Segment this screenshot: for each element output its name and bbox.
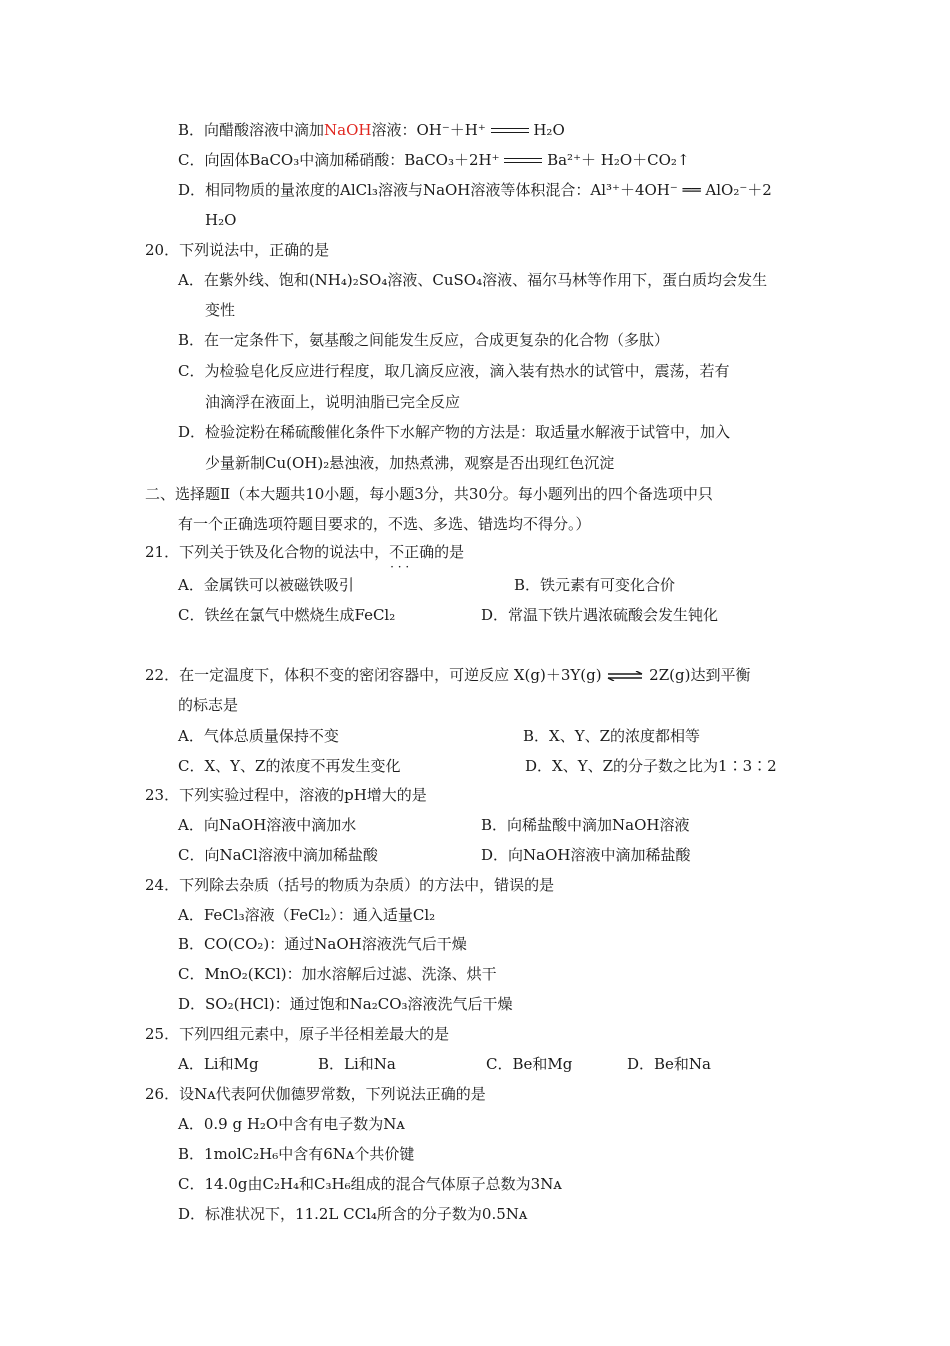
equals-arrow-icon (504, 156, 542, 166)
q19-c-end: Ba²⁺＋ H₂O＋CO₂↑ (547, 151, 690, 169)
q25-option-c: C．Be和Mg (486, 1055, 573, 1073)
q24-option-c: C．MnO₂(KCl)：加水溶解后过滤、洗涤、烘干 (178, 965, 497, 983)
q25-option-d: D．Be和Na (627, 1055, 711, 1073)
q19-option-d-line1: D．相同物质的量浓度的AlCl₃溶液与NaOH溶液等体积混合：Al³⁺＋4OH⁻ ══ AlO₂⁻＋2 (178, 181, 772, 199)
q22-option-d: D．X、Y、Z的分子数之比为1∶3∶2 (525, 757, 777, 775)
q21-option-b: B．铁元素有可变化合价 (514, 576, 676, 594)
q21-stem-post: 的是 (434, 543, 465, 561)
q24-option-b: B．CO(CO₂)：通过NaOH溶液洗气后干燥 (178, 935, 467, 953)
q22-option-b: B．X、Y、Z的浓度都相等 (523, 727, 701, 745)
q22-option-c: C．X、Y、Z的浓度不再发生变化 (178, 757, 401, 775)
q20-option-c-line1: C．为检验皂化反应进行程度，取几滴反应液，滴入装有热水的试管中，震荡，若有 (178, 362, 730, 380)
q22-stem-post: 2Z(g)达到平衡 (649, 666, 751, 684)
q26-option-d: D．标准状况下，11.2L CCl₄所含的分子数为0.5Nᴀ (178, 1205, 528, 1223)
q23-option-c: C．向NaCl溶液中滴加稀盐酸 (178, 846, 378, 864)
q26-stem: 26．设Nᴀ代表阿伏伽德罗常数，下列说法正确的是 (145, 1085, 486, 1103)
q20-option-a-line1: A．在紫外线、饱和(NH₄)₂SO₄溶液、CuSO₄溶液、福尔马林等作用下，蛋白质均会发生 (178, 271, 768, 289)
q22-stem-pre: 22．在一定温度下，体积不变的密闭容器中，可逆反应 X(g)＋3Y(g) (145, 666, 602, 684)
q19-option-d-line2: H₂O (205, 211, 237, 229)
q23-stem: 23．下列实验过程中，溶液的pH增大的是 (145, 786, 427, 804)
q19-b-naoh-red: NaOH (324, 121, 372, 139)
q21-stem-emphasis: 不正确 · · · (389, 543, 434, 561)
q20-option-b: B．在一定条件下，氨基酸之间能发生反应，合成更复杂的化合物（多肽） (178, 331, 670, 349)
q19-option-b (178, 120, 565, 140)
q24-option-d: D．SO₂(HCl)：通过饱和Na₂CO₃溶液洗气后干燥 (178, 995, 513, 1013)
q26-option-b: B．1molC₂H₆中含有6Nᴀ个共价键 (178, 1145, 415, 1163)
q25-stem: 25．下列四组元素中，原子半径相差最大的是 (145, 1025, 450, 1043)
q21-option-d: D．常温下铁片遇浓硫酸会发生钝化 (481, 606, 719, 624)
q22-stem-line2: 的标志是 (178, 696, 239, 714)
q26-option-a: A．0.9 g H₂O中含有电子数为Nᴀ (178, 1115, 405, 1133)
q19-b-pre: B．向醋酸溶液中滴加 (178, 121, 325, 139)
q20-option-a-line2: 变性 (205, 301, 236, 319)
q20-stem: 20．下列说法中，正确的是 (145, 241, 330, 259)
q19-c-pre: C．向固体BaCO₃中滴加稀硝酸：BaCO₃＋2H⁺ (178, 151, 500, 169)
q23-option-b: B．向稀盐酸中滴加NaOH溶液 (481, 816, 690, 834)
q19-b-post: 溶液：OH⁻＋H⁺ (371, 121, 486, 139)
q26-option-c: C．14.0g由C₂H₄和C₃H₆组成的混合气体原子总数为3Nᴀ (178, 1175, 562, 1193)
q21-stem (145, 542, 464, 562)
q19-option-c (178, 150, 690, 170)
section2-heading-line1: 二、选择题Ⅱ（本大题共10小题，每小题3分，共30分。每小题列出的四个备选项中只 (145, 485, 713, 503)
q21-stem-pre: 21．下列关于铁及化合物的说法中， (145, 543, 390, 561)
q23-option-a: A．向NaOH溶液中滴加水 (178, 816, 357, 834)
q22-option-a: A．气体总质量保持不变 (178, 727, 339, 745)
q25-option-b: B．Li和Na (318, 1055, 396, 1073)
section2-heading-line2: 有一个正确选项符题目要求的，不选、多选、错选均不得分。） (178, 515, 591, 533)
q22-stem (145, 665, 750, 685)
q25-option-a: A．Li和Mg (178, 1055, 259, 1073)
q20-option-d-line2: 少量新制Cu(OH)₂悬浊液，加热煮沸，观察是否出现红色沉淀 (205, 454, 615, 472)
q21-option-c: C．铁丝在氯气中燃烧生成FeCl₂ (178, 606, 396, 624)
q24-option-a: A．FeCl₃溶液（FeCl₂）：通入适量Cl₂ (178, 906, 436, 924)
q21-option-a: A．金属铁可以被磁铁吸引 (178, 576, 354, 594)
q19-b-end: H₂O (533, 121, 565, 139)
q20-option-d-line1: D．检验淀粉在稀硫酸催化条件下水解产物的方法是：取适量水解液于试管中，加入 (178, 423, 731, 441)
reversible-arrow-icon (606, 671, 644, 681)
equals-arrow-icon (491, 126, 529, 136)
q24-stem: 24．下列除去杂质（括号的物质为杂质）的方法中，错误的是 (145, 876, 555, 894)
q20-option-c-line2: 油滴浮在液面上，说明油脂已完全反应 (205, 393, 461, 411)
q23-option-d: D．向NaOH溶液中滴加稀盐酸 (481, 846, 691, 864)
